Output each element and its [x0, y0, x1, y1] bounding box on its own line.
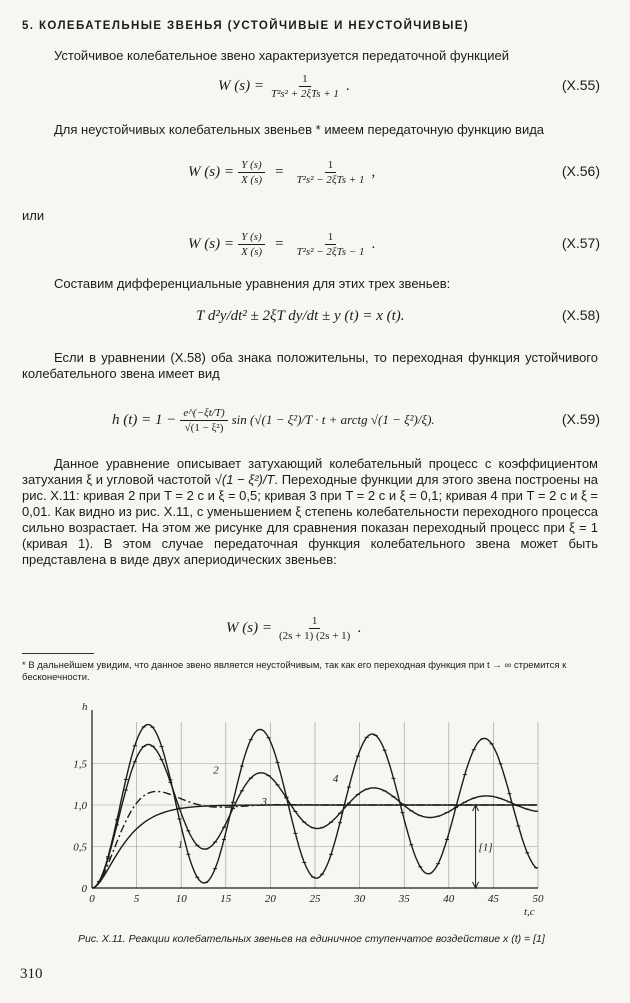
paragraph-stable: Устойчивое колебательное звено характеризуется передаточной функцией [54, 48, 510, 63]
x-tick-label: 50 [532, 893, 544, 905]
equation-x55 [0, 66, 630, 106]
x-tick-label: 40 [443, 893, 455, 905]
eq56-number: (X.56) [561, 163, 600, 179]
eq55-den: T²s² + 2ξTs + 1 [270, 87, 339, 100]
y-tick-label: 1,0 [73, 800, 87, 812]
series-label-3: 3 [261, 796, 267, 808]
x-tick-label: 25 [309, 893, 321, 905]
eq56-den1: X (s) [240, 173, 263, 186]
x-tick-label: 0 [89, 893, 95, 905]
series-line-2 [92, 792, 537, 889]
eq59-num: e^(−ξt/T) [180, 406, 227, 421]
equation-aperiodic [0, 608, 630, 648]
x-tick-label: 10 [175, 893, 187, 905]
desc-part-a: Данное уравнение описывает затухающий колебательный процесс с коэффициентом затухания ξ и угловой частотой [22, 456, 598, 487]
eq57-num1: Y (s) [238, 230, 264, 245]
page-number: 310 [20, 966, 43, 982]
x-tick-label: 15 [220, 893, 232, 905]
eq56-num2: 1 [325, 158, 337, 173]
eq57-num2: 1 [325, 230, 337, 245]
eq57-lhs: W (s) = [188, 235, 234, 252]
eq57-den1: X (s) [240, 245, 263, 258]
eq59-number: (X.59) [561, 411, 600, 427]
eq59-fraction [180, 406, 227, 435]
x-tick-label: 5 [133, 893, 140, 905]
figure-caption: Рис. X.11. Реакции колебательных звеньев на единичное ступенчатое воздействие x (t) = [1] [78, 933, 545, 945]
figure-x11 [60, 700, 620, 930]
eq60-fraction [276, 614, 353, 643]
eq57-number: (X.57) [561, 235, 600, 251]
section-title: 5. КОЛЕБАТЕЛЬНЫЕ ЗВЕНЬЯ (УСТОЙЧИВЫЕ И НЕУСТОЙЧИВЫЕ) [22, 20, 470, 32]
eq55-num: 1 [299, 72, 311, 87]
x-tick-label: 30 [354, 893, 366, 905]
paragraph-diffeq: Составим дифференциальные уравнения для этих трех звеньев: [54, 276, 451, 291]
eq56-frac2 [294, 158, 368, 187]
y-tick-label: 0 [81, 883, 87, 895]
eq60-den: (2s + 1) (2s + 1) [278, 629, 351, 642]
eq60-tail: . [357, 619, 362, 636]
desc-part-c: . Переходные функции для этого звена построены на рис. X.11: кривая 2 при T = 2 с и ξ = 0,5; кривая 3 при T = 2 с и ξ = 0,1; кривая 4 при T = 2 с и ξ = 0,01. Как видно из рис. X.11, с уменьшением ξ степень колебательности переходного процесса сильно возрастает. На этом же рисунке для сравнения показан переходный процесс при ξ = 1 (кривая 1). В этом случае передаточная функция колебательного звена может быть представлена в виде двух апериодических звеньев: [22, 472, 599, 567]
series-line-3 [92, 745, 537, 889]
step-annotation-label: [1] [478, 841, 493, 854]
eq55-fraction [268, 72, 342, 101]
eq58-text: T d²y/dt² ± 2ξT dy/dt ± y (t) = x (t). [196, 307, 405, 324]
x-tick-label: 45 [487, 893, 499, 905]
series-line-4 [92, 725, 537, 888]
footnote: * В дальнейшем увидим, что данное звено является неустойчивым, так как его переходная функция при t → ∞ стремится к бесконечности. [22, 660, 567, 683]
series-label-2: 2 [213, 764, 219, 777]
x-axis-label: t,c [524, 906, 535, 918]
paragraph-or: или [22, 208, 45, 223]
paragraph-description [22, 456, 598, 568]
eq57-tail: . [371, 235, 376, 252]
eq58-number: (X.58) [561, 307, 600, 323]
eq55-lhs: W (s) = [218, 77, 264, 94]
x-tick-label: 35 [398, 893, 410, 905]
eq56-tail: , [371, 163, 376, 180]
equation-x58 [0, 296, 630, 336]
y-axis-label: h [82, 701, 88, 713]
eq59-rest: sin (√(1 − ξ²)/T · t + arctg √(1 − ξ²)/ξ). [231, 412, 435, 427]
y-tick-label: 0,5 [73, 841, 87, 854]
eq56-num1: Y (s) [238, 158, 264, 173]
eq56-equals: = [275, 163, 284, 180]
series-label-1: 1 [177, 839, 184, 852]
y-tick-label: 1,5 [73, 758, 87, 771]
eq60-lhs: W (s) = [226, 619, 272, 636]
eq59-lhs: h (t) = 1 − [112, 411, 177, 428]
eq56-lhs: W (s) = [188, 163, 234, 180]
transient-response-chart [60, 700, 620, 930]
desc-frequency: √(1 − ξ²)/T [214, 472, 275, 487]
eq55-tail: . [345, 77, 350, 94]
eq56-den2: T²s² − 2ξTs + 1 [296, 173, 365, 186]
eq57-equals: = [275, 235, 284, 252]
eq57-frac1 [238, 230, 265, 259]
series-label-4: 4 [332, 772, 339, 785]
eq59-den: √(1 − ξ²) [184, 421, 224, 434]
x-tick-label: 20 [264, 893, 276, 905]
eq56-frac1 [238, 158, 265, 187]
paragraph-unstable: Для неустойчивых колебательных звеньев * имеем передаточную функцию вида [54, 122, 545, 137]
equation-x59 [0, 400, 630, 440]
equation-x56 [0, 152, 630, 192]
eq55-number: (X.55) [561, 77, 600, 93]
equation-x57 [0, 224, 630, 264]
eq57-frac2 [294, 230, 368, 259]
eq60-num: 1 [309, 614, 321, 629]
footnote-rule [22, 653, 94, 654]
paragraph-transient: Если в уравнении (X.58) оба знака положительны, то переходная функция устойчивого колебательного звена имеет вид [22, 350, 598, 381]
eq57-den2: T²s² − 2ξTs − 1 [296, 245, 365, 258]
